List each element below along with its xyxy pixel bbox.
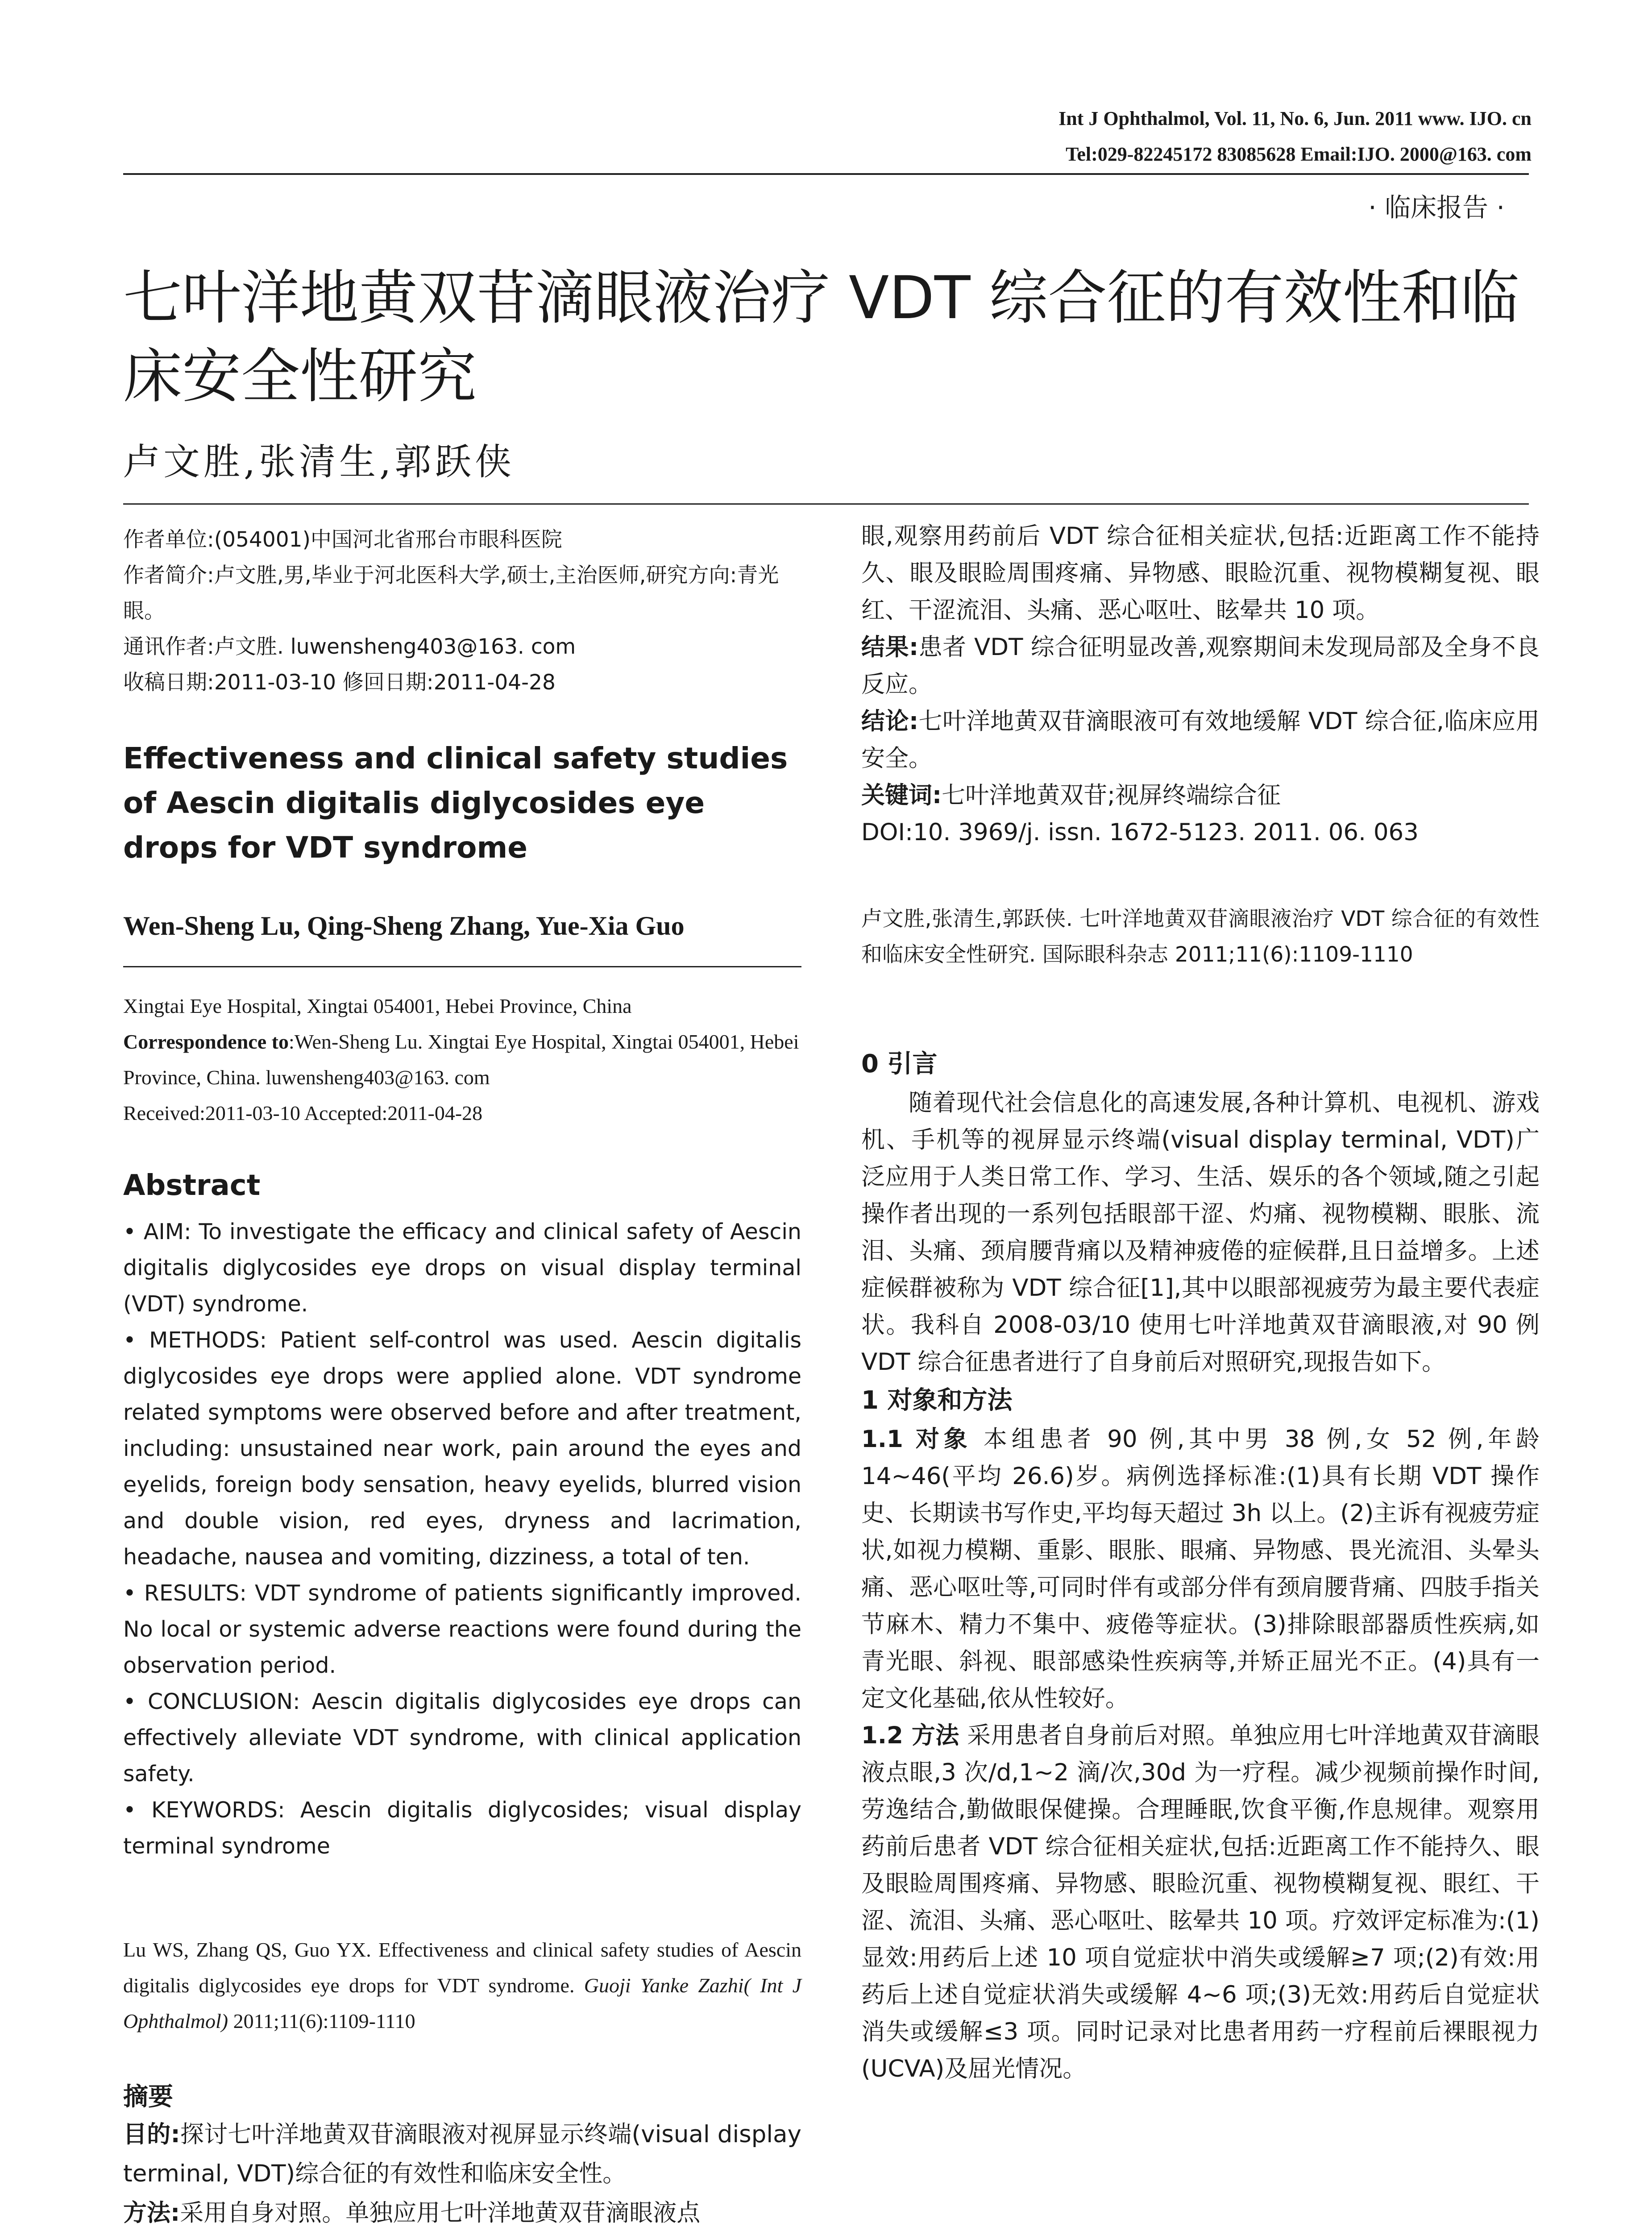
abstract-keywords: • KEYWORDS: Aescin digitalis diglycosides; visual display terminal syndrome: [123, 1797, 801, 1859]
affiliation-en: [123, 988, 801, 1131]
abstract-en: [123, 1214, 801, 1864]
journal-contact-line: Tel:029-82245172 83085628 Email:IJO. 2000@163. com: [1066, 143, 1532, 165]
subjects-text: 本组患者 90 例,其中男 38 例,女 52 例,年龄 14~46(平均 26.6)岁。病例选择标准:(1)具有长期 VDT 操作史、长期读书写作史,平均每天超过 3h 以上。(2)主诉有视疲劳症状,如视力模糊、重影、眼胀、眼痛、异物感、畏光流泪、头晕头痛、恶心呕吐等,可同时伴有或部分伴有颈肩腰背痛、四肢手指关节麻木、精力不集中、疲倦等症状。(3)排除眼部器质性疾病,如青光眼、斜视、眼部感染性疾病等,并矫正屈光不正。(4)具有一定文化基础,依从性较好。: [861, 1426, 1540, 1712]
introduction: [861, 1044, 1540, 2087]
citation-cn: [861, 901, 1540, 973]
methods-heading: 1 对象和方法: [861, 1386, 1013, 1415]
method-text: 采用患者自身前后对照。单独应用七叶洋地黄双苷滴眼液点眼,3 次/d,1~2 滴/次,30d 为一疗程。减少视频前操作时间,劳逸结合,勤做眼保健操。合理睡眠,饮食平衡,作息规律。观察用药前后患者 VDT 综合征相关症状,包括:近距离工作不能持久、眼及眼睑周围疼痛、异物感、眼睑沉重、视物模糊复视、眼红、干涩、流泪、头痛、恶心呕吐、眩晕共 10 项。疗效评定标准为:(1)显效:用药后上述 10 项自觉症状中消失或缓解≥7 项;(2)有效:用药后上述自觉症状消失或缓解 4~6 项;(3)无效:用药后自觉症状消失或缓解≤3 项。同时记录对比患者用药一疗程前后裸眼视力(UCVA)及屈光情况。: [861, 1722, 1540, 2082]
abstract-cn-left: [123, 2115, 801, 2231]
authors-en: Wen-Sheng Lu, Qing-Sheng Zhang, Yue-Xia Guo: [123, 911, 685, 941]
citation-en: [123, 1932, 801, 2039]
aim-cn-label: 目的:: [123, 2121, 180, 2148]
intro-paragraph: 随着现代社会信息化的高速发展,各种计算机、电视机、游戏机、手机等的视屏显示终端(visual display terminal, VDT)广泛应用于人类日常工作、学习、生活、娱乐的各个领域,随之引起操作者出现的一系列包括眼部干涩、灼痛、视物模糊、眼胀、流泪、头痛、颈肩腰背痛以及精神疲倦的症候群,且日益增多。上述症候群被称为 VDT 综合征[1],其中以眼部视疲劳为最主要代表症状。我科自 2008-03/10 使用七叶洋地黄双苷滴眼液,对 90 例 VDT 综合征患者进行了自身前后对照研究,现报告如下。: [861, 1089, 1540, 1376]
correspondence-label: Correspondence to: [123, 1030, 289, 1053]
author-bio: 作者简介:卢文胜,男,毕业于河北医科大学,硕士,主治医师,研究方向:青光眼。: [123, 563, 779, 623]
affiliation-unit: 作者单位:(054001)中国河北省邢台市眼科医院: [123, 527, 562, 552]
received-dates-en: Received:2011-03-10 Accepted:2011-04-28: [123, 1102, 483, 1124]
results-cn-text: 患者 VDT 综合征明显改善,观察期间未发现局部及全身不良反应。: [861, 634, 1540, 698]
method-label: 1.2 方法: [861, 1722, 959, 1749]
keywords-cn-label: 关键词:: [861, 782, 942, 809]
corresponding-author: 通讯作者:卢文胜. luwensheng403@163. com: [123, 634, 576, 659]
header-rule: [123, 173, 1529, 175]
conclusion-cn-label: 结论:: [861, 708, 919, 735]
citation-en-text: Lu WS, Zhang QS, Guo YX. Effectiveness and clinical safety studies of Aescin digitalis diglycosides eye drops for VDT syndrome.: [123, 1938, 801, 1997]
citation-cn-text: 卢文胜,张清生,郭跃侠. 七叶洋地黄双苷滴眼液治疗 VDT 综合征的有效性和临床安全性研究. 国际眼科杂志 2011;11(6):1109-1110: [861, 907, 1540, 967]
methods-cn-continued: 眼,观察用药前后 VDT 综合征相关症状,包括:近距离工作不能持久、眼及眼睑周围疼痛、异物感、眼睑沉重、视物模糊复视、眼红、干涩流泪、头痛、恶心呕吐、眩晕共 10 项。: [861, 523, 1540, 624]
running-header: [461, 101, 1532, 172]
aim-cn-text: 探讨七叶洋地黄双苷滴眼液对视屏显示终端(visual display terminal, VDT)综合征的有效性和临床安全性。: [123, 2121, 801, 2187]
abstract-methods: • METHODS: Patient self-control was used. Aescin digitalis diglycosides eye drops were applied alone. VDT syndrome related symptoms were observed before and after treatment, including: unsustained near work, pain around the eyes and eyelids, foreign body sensation, heavy eyelids, blurred vision and double vision, red eyes, dryness and lacrimation, headache, nausea and vomiting, dizziness, a total of ten.: [123, 1327, 801, 1570]
citation-en-tail: 2011;11(6):1109-1110: [228, 2010, 415, 2032]
authors-rule: [123, 503, 1529, 505]
affiliation-en-line: Xingtai Eye Hospital, Xingtai 054001, Hebei Province, China: [123, 995, 632, 1017]
authors-cn: 卢文胜,张清生,郭跃侠: [123, 441, 515, 483]
article-title-en: Effectiveness and clinical safety studies of Aescin digitalis diglycosides eye drops for VDT syndrome: [123, 741, 788, 865]
intro-heading: 0 引言: [861, 1049, 938, 1078]
abstract-cn-heading: 摘要: [123, 2082, 173, 2111]
abstract-conclusion: • CONCLUSION: Aescin digitalis diglycosides eye drops can effectively alleviate VDT syndrome, with clinical application safety.: [123, 1689, 801, 1787]
affiliation-cn: [123, 522, 801, 701]
doi: DOI:10. 3969/j. issn. 1672-5123. 2011. 06. 063: [861, 819, 1419, 846]
abstract-heading: Abstract: [123, 1169, 261, 1202]
article-title: 七叶洋地黄双苷滴眼液治疗 VDT 综合征的有效性和临床安全性研究: [123, 264, 1519, 411]
correspondence-en: [123, 1024, 801, 1095]
methods-cn-label: 方法:: [123, 2199, 180, 2227]
received-dates-cn: 收稿日期:2011-03-10 修回日期:2011-04-28: [123, 670, 556, 695]
journal-info-line: Int J Ophthalmol, Vol. 11, No. 6, Jun. 2011 www. IJO. cn: [1058, 108, 1532, 129]
citation-en-journal: Guoji Yanke Zazhi( Int J Ophthalmol): [123, 1974, 801, 2032]
en-authors-rule: [123, 966, 801, 967]
abstract-aim: • AIM: To investigate the efficacy and clinical safety of Aescin digitalis diglycosides eye drops on visual display terminal (VDT) syndrome.: [123, 1219, 801, 1317]
correspondence-text: :Wen-Sheng Lu. Xingtai Eye Hospital, Xingtai 054001, Hebei Province, China. luwensheng403@163. com: [123, 1030, 799, 1089]
methods-cn-text: 采用自身对照。单独应用七叶洋地黄双苷滴眼液点: [180, 2199, 701, 2227]
keywords-cn-text: 七叶洋地黄双苷;视屏终端综合征: [942, 782, 1281, 809]
abstract-cn-right: [861, 518, 1540, 851]
conclusion-cn-text: 七叶洋地黄双苷滴眼液可有效地缓解 VDT 综合征,临床应用安全。: [861, 708, 1540, 772]
results-cn-label: 结果:: [861, 634, 919, 661]
subjects-label: 1.1 对象: [861, 1426, 972, 1453]
abstract-results: • RESULTS: VDT syndrome of patients significantly improved. No local or systemic adverse reactions were found during the observation period.: [123, 1580, 801, 1678]
section-tag: · 临床报告 ·: [1368, 192, 1505, 223]
